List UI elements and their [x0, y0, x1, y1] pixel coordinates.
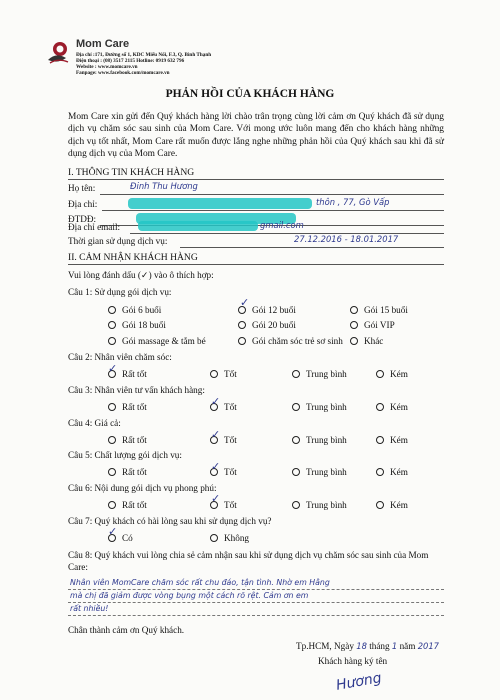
question-1-label: Câu 1: Sử dụng gói dịch vụ:: [68, 287, 172, 297]
closing-thanks: Chân thành cảm ơn Quý khách.: [68, 625, 185, 635]
radio-circle: [376, 468, 384, 476]
q6-option-poor[interactable]: Kém: [376, 500, 408, 510]
q4-option-good[interactable]: Tốt: [210, 435, 237, 445]
question-8-label: Câu 8: Quý khách vui lòng chia sẻ cảm nhận sau khi sử dụng dịch vụ chăm sóc sau sinh của Mom Care:: [68, 550, 429, 572]
company-name: Mom Care: [76, 38, 130, 50]
q6-option-average[interactable]: Trung bình: [292, 500, 347, 510]
field-label-service-time: Thời gian sử dụng dịch vụ:: [68, 236, 168, 246]
question-5-label: Câu 5: Chất lượng gói dịch vụ:: [68, 450, 182, 460]
field-label-address: Địa chỉ:: [68, 199, 98, 209]
q2-option-very-good[interactable]: Rất tốt: [108, 369, 147, 379]
radio-circle: [210, 534, 218, 542]
radio-circle: [376, 370, 384, 378]
feedback-answer-line-1: Nhân viên MomCare chăm sóc rất chu đáo, tận tình. Nhờ em Hằng: [70, 578, 330, 587]
q1-option-18-sessions[interactable]: Gói 18 buổi: [108, 320, 166, 330]
radio-circle: [292, 468, 300, 476]
name-field-value[interactable]: Đinh Thu Hương: [130, 181, 198, 191]
radio-circle: [376, 501, 384, 509]
service-time-field-line: [180, 247, 444, 248]
mom-care-logo-icon: [44, 40, 74, 66]
section-2-heading: II. CẢM NHẬN KHÁCH HÀNG: [68, 252, 198, 263]
company-address: Địa chỉ :171, Đường số 1, KDC Miếu Nổi, F.3, Q. Bình Thạnh: [76, 52, 212, 58]
company-fanpage: Fanpage: www.facebook.com/momcare.vn: [76, 70, 170, 76]
radio-circle: [292, 501, 300, 509]
q3-check-mark-icon: ✓: [211, 395, 221, 408]
q1-option-12-sessions[interactable]: Gói 12 buổi: [238, 305, 296, 315]
radio-circle: [108, 436, 116, 444]
radio-circle: [108, 468, 116, 476]
feedback-answer-box[interactable]: [68, 577, 444, 617]
radio-circle: [350, 321, 358, 329]
q4-option-very-good[interactable]: Rất tốt: [108, 435, 147, 445]
question-3-label: Câu 3: Nhân viên tư vấn khách hàng:: [68, 385, 205, 395]
radio-circle: [238, 337, 246, 345]
radio-circle: [210, 370, 218, 378]
field-label-name: Họ tên:: [68, 183, 96, 193]
service-time-field-value[interactable]: 27.12.2016 - 18.01.2017: [294, 234, 399, 244]
section-1-divider: [68, 179, 444, 180]
q7-check-mark-icon: ✓: [108, 525, 118, 538]
question-4-label: Câu 4: Giá cả:: [68, 418, 121, 428]
q2-option-good[interactable]: Tốt: [210, 369, 237, 379]
signature-date-line: [296, 641, 439, 651]
q2-check-mark-icon: ✓: [108, 362, 118, 375]
q1-option-15-sessions[interactable]: Gói 15 buổi: [350, 305, 408, 315]
radio-circle: [108, 337, 116, 345]
q2-option-poor[interactable]: Kém: [376, 369, 408, 379]
q5-option-average[interactable]: Trung bình: [292, 467, 347, 477]
question-6-label: Câu 6: Nội dung gói dịch vụ phong phú:: [68, 483, 217, 493]
address-field-line: [102, 210, 444, 211]
year-label: năm: [399, 641, 416, 651]
q4-check-mark-icon: ✓: [211, 428, 221, 441]
date-month-value[interactable]: 1: [391, 641, 398, 651]
q7-option-no[interactable]: Không: [210, 533, 249, 543]
radio-circle: [376, 403, 384, 411]
answer-line: [68, 589, 444, 590]
q6-check-mark-icon: ✓: [211, 492, 221, 505]
field-label-phone: ĐTDĐ:: [68, 214, 97, 224]
email-field-value[interactable]: gmail.com: [260, 220, 304, 230]
q1-check-mark-icon: ✓: [240, 296, 250, 309]
company-logo: [44, 40, 74, 66]
q1-option-6-sessions[interactable]: Gói 6 buổi: [108, 305, 161, 315]
question-2-label: Câu 2: Nhân viên chăm sóc:: [68, 352, 172, 362]
q3-option-good[interactable]: Tốt: [210, 402, 237, 412]
company-website: Website : www.momcare.vn: [76, 64, 138, 70]
q2-option-average[interactable]: Trung bình: [292, 369, 347, 379]
q1-option-massage[interactable]: Gói massage & tắm bé: [108, 336, 206, 346]
radio-circle: [238, 321, 246, 329]
address-redaction: [128, 198, 312, 209]
q5-check-mark-icon: ✓: [211, 460, 221, 473]
q5-option-very-good[interactable]: Rất tốt: [108, 467, 147, 477]
q3-option-average[interactable]: Trung bình: [292, 402, 347, 412]
intro-paragraph: Mom Care xin gửi đến Quý khách hàng lời chào trân trọng cùng lời cảm ơn Quý khách đã sử dụng dịch vụ chăm sóc sau sinh của Mom Care. Với mong ước luôn mang đến cho khách hàng những dịch vụ tốt nhất, Mom Care rất muốn được lắng nghe những phản hồi của Quý khách sau khi đã sử dụng dịch vụ của Mom Care.: [68, 112, 444, 160]
day-label: Ngày: [334, 641, 354, 651]
q3-option-poor[interactable]: Kém: [376, 402, 408, 412]
radio-circle: [350, 306, 358, 314]
date-year-value[interactable]: 2017: [417, 641, 440, 651]
radio-circle: [108, 403, 116, 411]
answer-line: [68, 602, 444, 603]
section-1-heading: I. THÔNG TIN KHÁCH HÀNG: [68, 167, 195, 178]
q4-option-poor[interactable]: Kém: [376, 435, 408, 445]
rating-instruction: Vui lòng đánh dấu (✓) vào ô thích hợp:: [68, 270, 214, 280]
radio-circle: [376, 436, 384, 444]
q7-option-yes[interactable]: Có: [108, 533, 133, 543]
date-day-value[interactable]: 18: [356, 641, 367, 651]
q3-option-very-good[interactable]: Rất tốt: [108, 402, 147, 412]
form-title: PHẢN HỒI CỦA KHÁCH HÀNG: [165, 88, 335, 100]
question-7-label: Câu 7: Quý khách có hài lòng sau khi sử dụng dịch vụ?: [68, 516, 272, 526]
signer-label: Khách hàng ký tên: [318, 656, 388, 666]
email-redaction: [138, 221, 258, 231]
q4-option-average[interactable]: Trung bình: [292, 435, 347, 445]
q5-option-good[interactable]: Tốt: [210, 467, 237, 477]
date-place: Tp.HCM,: [296, 641, 332, 651]
radio-circle: [350, 337, 358, 345]
field-label-email: Địa chỉ email:: [68, 222, 121, 232]
radio-circle: [292, 370, 300, 378]
q6-option-good[interactable]: Tốt: [210, 500, 237, 510]
answer-line: [68, 615, 444, 616]
month-label: tháng: [369, 641, 390, 651]
q1-option-20-sessions[interactable]: Gói 20 buổi: [238, 320, 296, 330]
radio-circle: [108, 306, 116, 314]
q1-option-other[interactable]: Khác: [350, 336, 383, 346]
q1-option-vip[interactable]: Gói VIP: [350, 320, 395, 330]
customer-signature[interactable]: Hương: [334, 670, 383, 694]
feedback-answer-line-3: rất nhiều!: [70, 604, 109, 613]
q6-option-very-good[interactable]: Rất tốt: [108, 500, 147, 510]
address-field-value[interactable]: thôn , 77, Gò Vấp: [316, 197, 390, 207]
section-2-divider: [68, 264, 444, 265]
radio-circle: [108, 501, 116, 509]
q5-option-poor[interactable]: Kém: [376, 467, 408, 477]
radio-circle: [292, 436, 300, 444]
company-phone: Điện thoại : (08) 3517 2115 Hotline: 0919 632 796: [76, 58, 185, 64]
q1-option-newborn-care[interactable]: Gói chăm sóc trẻ sơ sinh: [238, 336, 343, 346]
name-field-line: [100, 194, 444, 195]
radio-circle: [108, 321, 116, 329]
radio-circle: [292, 403, 300, 411]
feedback-answer-line-2: mà chị đã giảm được vòng bụng một cách rõ rệt. Cảm ơn em: [70, 591, 309, 600]
